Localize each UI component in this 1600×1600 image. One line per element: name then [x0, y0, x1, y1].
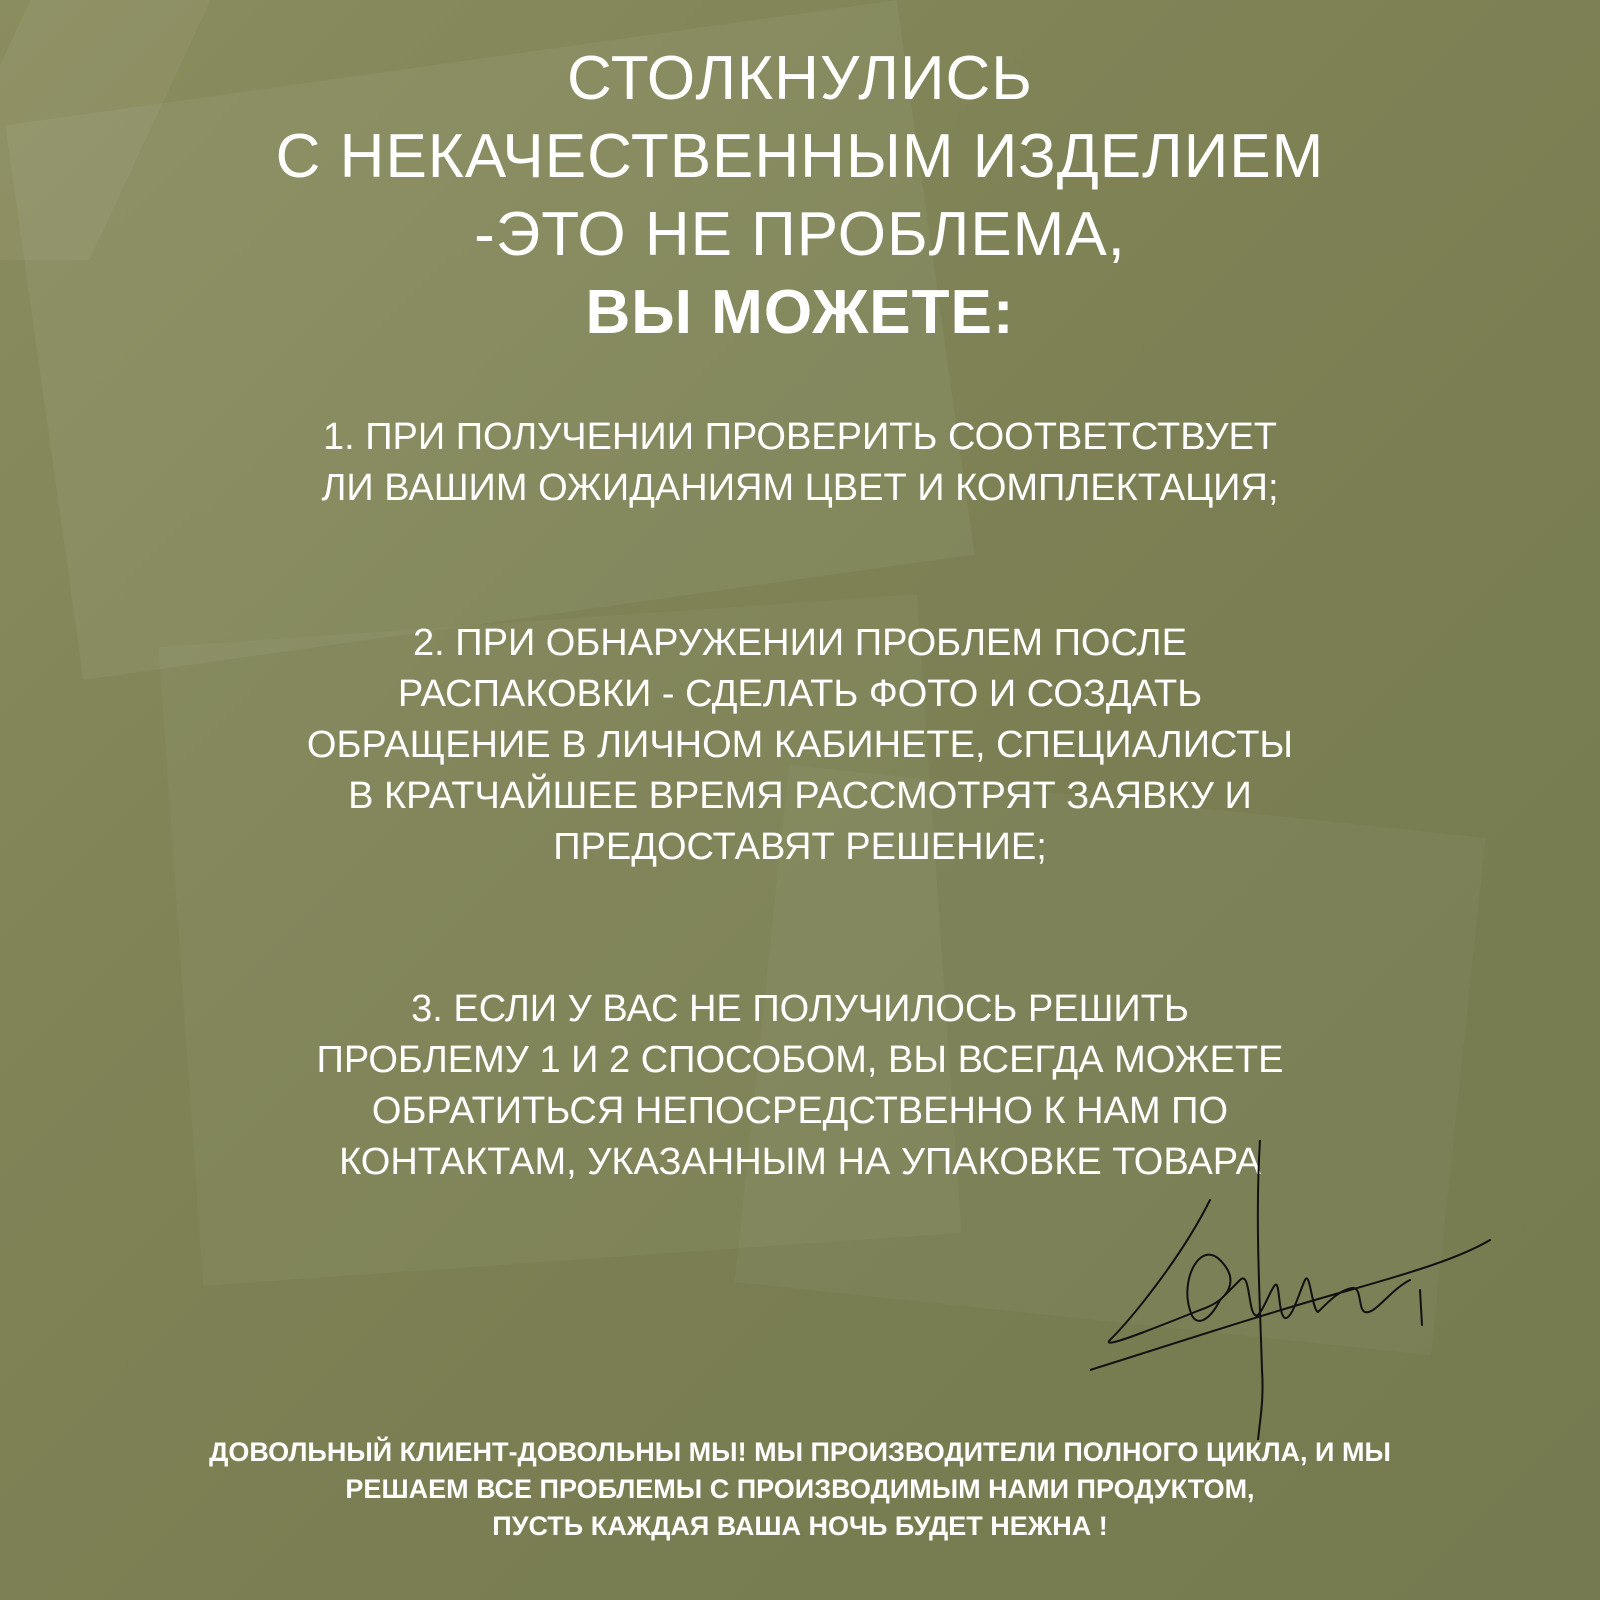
footer-line: ПУСТЬ КАЖДАЯ ВАША НОЧЬ БУДЕТ НЕЖНА ! — [492, 1511, 1108, 1541]
option-line: РАСПАКОВКИ - СДЕЛАТЬ ФОТО И СОЗДАТЬ — [397, 673, 1203, 715]
footer-line: РЕШАЕМ ВСЕ ПРОБЛЕМЫ С ПРОИЗВОДИМЫМ НАМИ ПРОДУКТОМ, — [345, 1474, 1255, 1504]
footer-message — [0, 1434, 1600, 1545]
option-1 — [0, 412, 1600, 514]
option-line: ОБРАТИТЬСЯ НЕПОСРЕДСТВЕННО К НАМ ПО — [371, 1090, 1229, 1132]
option-line: 3. ЕСЛИ У ВАС НЕ ПОЛУЧИЛОСЬ РЕШИТЬ — [411, 988, 1189, 1030]
headline-bold-line: ВЫ МОЖЕТЕ: — [585, 278, 1015, 347]
option-line: ЛИ ВАШИМ ОЖИДАНИЯМ ЦВЕТ И КОМПЛЕКТАЦИЯ; — [321, 467, 1279, 509]
option-2 — [0, 618, 1600, 873]
option-line: В КРАТЧАЙШЕЕ ВРЕМЯ РАССМОТРЯТ ЗАЯВКУ И — [348, 775, 1252, 817]
headline-line: -ЭТО НЕ ПРОБЛЕМА, — [474, 200, 1126, 269]
signature-icon — [1090, 1140, 1520, 1440]
footer-line: ДОВОЛЬНЫЙ КЛИЕНТ-ДОВОЛЬНЫ МЫ! МЫ ПРОИЗВОДИТЕЛИ ПОЛНОГО ЦИКЛА, И МЫ — [209, 1437, 1391, 1467]
option-line: КОНТАКТАМ, УКАЗАННЫМ НА УПАКОВКЕ ТОВАРА — [339, 1141, 1261, 1183]
headline-line: С НЕКАЧЕСТВЕННЫМ ИЗДЕЛИЕМ — [275, 122, 1325, 191]
option-line: ОБРАЩЕНИЕ В ЛИЧНОМ КАБИНЕТЕ, СПЕЦИАЛИСТЫ — [306, 724, 1294, 766]
headline-line: СТОЛКНУЛИСЬ — [567, 44, 1033, 113]
option-line: ПРЕДОСТАВЯТ РЕШЕНИЕ; — [553, 826, 1047, 868]
option-line: 2. ПРИ ОБНАРУЖЕНИИ ПРОБЛЕМ ПОСЛЕ — [413, 622, 1187, 664]
option-line: 1. ПРИ ПОЛУЧЕНИИ ПРОВЕРИТЬ СООТВЕТСТВУЕТ — [322, 416, 1278, 458]
option-line: ПРОБЛЕМУ 1 И 2 СПОСОБОМ, ВЫ ВСЕГДА МОЖЕТЕ — [316, 1039, 1284, 1081]
headline — [0, 40, 1600, 352]
